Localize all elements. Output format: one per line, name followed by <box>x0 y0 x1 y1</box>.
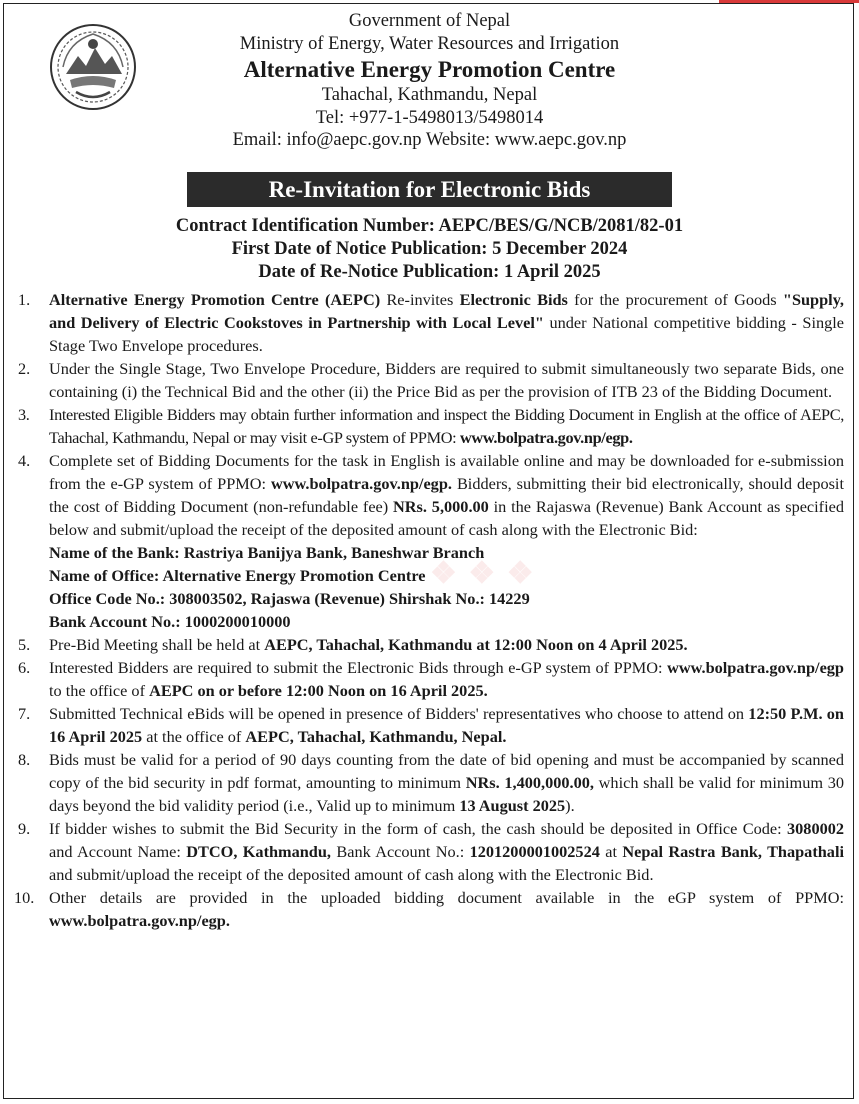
list-item: 6. Interested Bidders are required to submit the Electronic Bids through e-GP system of PPMO: www.bolpatra.gov.np/egp to the office of AEPC on or before 12:00 Noon on 16 April 2025. <box>18 658 844 700</box>
office-name: Name of Office: Alternative Energy Promotion Centre <box>49 566 426 585</box>
list-item: 1. Alternative Energy Promotion Centre (AEPC) Re-invites Electronic Bids for the procurement of Goods "Supply, and Delivery of Electric Cookstoves in Partnership with Local Level" under National competitive bidding - Single Stage Two Envelope procedures. <box>18 290 845 355</box>
government-line: Government of Nepal <box>348 11 511 31</box>
ministry-line: Ministry of Energy, Water Resources and Irrigation <box>239 33 620 54</box>
list-item: 7. Submitted Technical eBids will be opened in presence of Bidders' representatives who choose to attend on 12:50 P.M. on 16 April 2025 at the office of AEPC, Tahachal, Kathmandu, Nepal. <box>18 704 844 746</box>
bank-account: Bank Account No.: 1000200010000 <box>49 612 291 631</box>
bank-details <box>49 541 844 633</box>
list-item: 2. Under the Single Stage, Two Envelope Procedure, Bidders are required to submit simultaneously two separate Bids, one containing (i) the Technical Bid and the other (ii) the Price Bid as per the provision of ITB 23 of the Bidding Document. <box>18 359 844 401</box>
address-line: Tahachal, Kathmandu, Nepal <box>321 85 538 105</box>
notice-header <box>0 10 859 152</box>
email-website-line: Email: info@aepc.gov.np Website: www.aepc.gov.np <box>232 130 627 150</box>
notice-title-banner: Re-Invitation for Electronic Bids <box>187 172 672 207</box>
list-item: 10. Other details are provided in the uploaded bidding document available in the eGP system of PPMO: www.bolpatra.gov.np/egp. <box>14 888 844 930</box>
contract-id: Contract Identification Number: AEPC/BES/G/NCB/2081/82-01 <box>175 216 684 236</box>
office-code: Office Code No.: 308003502, Rajaswa (Revenue) Shirshak No.: 14229 <box>49 589 530 608</box>
notice-items <box>14 288 845 932</box>
list-item: 9. If bidder wishes to submit the Bid Security in the form of cash, the cash should be deposited in Office Code: 3080002 and Account Name: DTCO, Kathmandu, Bank Account No.: 1201200001002524 at Nepal Rastra Bank, Thapathali and submit/upload the receipt of the deposited amount of cash along with the Electronic Bid. <box>18 819 844 884</box>
notice-subheadings <box>0 215 859 284</box>
watermark-icon: ❖ ❖ ❖ <box>430 557 536 590</box>
telephone-line: Tel: +977-1-5498013/5498014 <box>315 107 544 128</box>
first-publication-date: First Date of Notice Publication: 5 December 2024 <box>231 239 628 259</box>
list-item: 3. Interested Eligible Bidders may obtain further information and inspect the Bidding Document in English at the office of AEPC, Tahachal, Kathmandu, Nepal or may visit e-GP system of PPMO: www.bolpatra.gov.np/egp. <box>18 405 844 447</box>
list-item: 8. Bids must be valid for a period of 90 days counting from the date of bid opening and must be accompanied by scanned copy of the bid security in pdf format, amounting to minimum NRs. 1,400,000.00, which shall be valid for minimum 30 days beyond the bid validity period (i.e., Valid up to minimum 13 August 2025). <box>18 750 844 815</box>
list-item: 4. Complete set of Bidding Documents for the task in English is available online and may be downloaded for e-submission from the e-GP system of PPMO: www.bolpatra.gov.np/egp. Bidders, submitting their bid electronically, should deposit the cost of Bidding Document (non-refundable fee) NRs. 5,000.00 in the Rajaswa (Revenue) Bank Account as specified below and submit/upload the receipt of the deposited amount of cash along with the Electronic Bid: Name of the Bank: Rastriya Banijya Bank, Baneshwar Branch Name of Office: Alternative Energy Promotion Centre Office Code No.: 308003502, Rajaswa (Revenue) Shirshak No.: 14229 Bank Account No.: 1000200010000 <box>18 451 844 631</box>
corner-accent <box>719 0 859 3</box>
renotice-publication-date: Date of Re-Notice Publication: 1 April 2025 <box>258 262 601 282</box>
organization-name: Alternative Energy Promotion Centre <box>243 57 616 82</box>
list-item: 5. Pre-Bid Meeting shall be held at AEPC, Tahachal, Kathmandu at 12:00 Noon on 4 April 2025. <box>18 635 688 654</box>
bank-name: Name of the Bank: Rastriya Banijya Bank, Baneshwar Branch <box>49 543 485 562</box>
